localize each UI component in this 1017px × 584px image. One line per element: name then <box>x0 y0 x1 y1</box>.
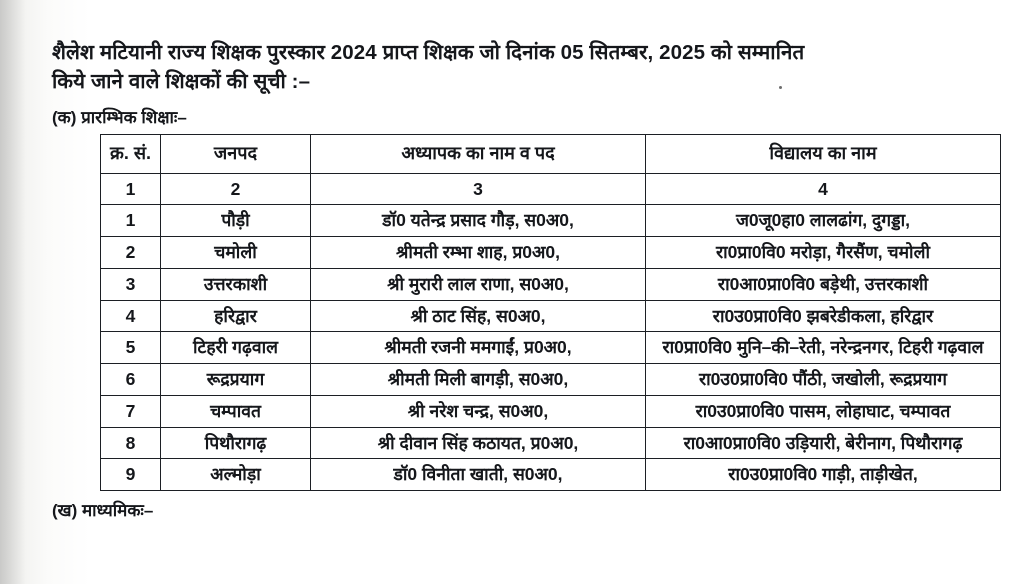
table-row <box>101 237 1001 269</box>
column-number-3: 3 <box>311 173 646 205</box>
cell-teacher: श्री नरेश चन्द्र, स0अ0, <box>311 395 646 427</box>
cell-school: रा0प्रा0वि0 मरोड़ा, गैरसैंण, चमोली <box>646 237 1001 269</box>
cell-school: रा0आ0प्रा0वि0 उड़ियारी, बेरीनाग, पिथौरागढ़ <box>646 427 1001 459</box>
table-row <box>101 427 1001 459</box>
column-number-4: 4 <box>646 173 1001 205</box>
page-title-line-1: शैलेश मटियानी राज्य शिक्षक पुरस्कार 2024 प्राप्त शिक्षक जो दिनांक 05 सितम्बर, 2025 को सम्मानित <box>52 41 805 64</box>
table-row <box>101 459 1001 491</box>
section-heading-secondary: (ख) माध्यमिकः– <box>52 501 154 521</box>
cell-district: अल्मोड़ा <box>161 459 311 491</box>
header-school: विद्यालय का नाम <box>646 135 1001 173</box>
cell-serial: 4 <box>101 300 161 332</box>
cell-serial: 1 <box>101 205 161 237</box>
cell-district: रूद्रप्रयाग <box>161 364 311 396</box>
cell-teacher: श्रीमती रम्भा शाह, प्र0अ0, <box>311 237 646 269</box>
cell-teacher: श्रीमती रजनी ममगाईं, प्र0अ0, <box>311 332 646 364</box>
cell-district: चमोली <box>161 237 311 269</box>
awardee-table <box>100 134 1001 491</box>
cell-school: रा0उ0प्रा0वि0 झबरेडीकला, हरिद्वार <box>646 300 1001 332</box>
page-title <box>52 38 952 96</box>
cell-school: रा0उ0प्रा0वि0 गाड़ी, ताड़ीखेत, <box>646 459 1001 491</box>
table-column-number-row <box>101 173 1001 205</box>
cell-teacher: श्री ठाट सिंह, स0अ0, <box>311 300 646 332</box>
cell-district: पौड़ी <box>161 205 311 237</box>
cell-district: चम्पावत <box>161 395 311 427</box>
cell-district: टिहरी गढ़वाल <box>161 332 311 364</box>
cell-teacher: डॉ0 यतेन्द्र प्रसाद गौड़, स0अ0, <box>311 205 646 237</box>
cell-serial: 9 <box>101 459 161 491</box>
table-row <box>101 300 1001 332</box>
cell-school: रा0उ0प्रा0वि0 पौंठी, जखोली, रूद्रप्रयाग <box>646 364 1001 396</box>
section-heading-primary: (क) प्रारम्भिक शिक्षाः– <box>52 108 187 128</box>
scan-artifact-dot <box>779 86 782 89</box>
header-district: जनपद <box>161 135 311 173</box>
cell-district: उत्तरकाशी <box>161 268 311 300</box>
cell-serial: 5 <box>101 332 161 364</box>
column-number-2: 2 <box>161 173 311 205</box>
table-row <box>101 395 1001 427</box>
cell-district: हरिद्वार <box>161 300 311 332</box>
cell-teacher: श्रीमती मिली बागड़ी, स0अ0, <box>311 364 646 396</box>
cell-serial: 7 <box>101 395 161 427</box>
table-header-row <box>101 135 1001 173</box>
table-row <box>101 364 1001 396</box>
cell-teacher: श्री दीवान सिंह कठायत, प्र0अ0, <box>311 427 646 459</box>
cell-teacher: डॉ0 विनीता खाती, स0अ0, <box>311 459 646 491</box>
cell-district: पिथौरागढ़ <box>161 427 311 459</box>
cell-serial: 8 <box>101 427 161 459</box>
header-serial: क्र. सं. <box>101 135 161 173</box>
table-row <box>101 268 1001 300</box>
cell-serial: 6 <box>101 364 161 396</box>
cell-school: रा0प्रा0वि0 मुनि–की–रेती, नरेन्द्रनगर, टिहरी गढ़वाल <box>646 332 1001 364</box>
table-row <box>101 205 1001 237</box>
header-teacher: अध्यापक का नाम व पद <box>311 135 646 173</box>
cell-school: ज0जू0हा0 लालढांग, दुगड्डा, <box>646 205 1001 237</box>
table-row <box>101 332 1001 364</box>
cell-teacher: श्री मुरारी लाल राणा, स0अ0, <box>311 268 646 300</box>
column-number-1: 1 <box>101 173 161 205</box>
cell-school: रा0उ0प्रा0वि0 पासम, लोहाघाट, चम्पावत <box>646 395 1001 427</box>
cell-serial: 3 <box>101 268 161 300</box>
cell-school: रा0आ0प्रा0वि0 बड़ेथी, उत्तरकाशी <box>646 268 1001 300</box>
cell-serial: 2 <box>101 237 161 269</box>
page-title-line-2: किये जाने वाले शिक्षकों की सूची :– <box>52 70 311 94</box>
